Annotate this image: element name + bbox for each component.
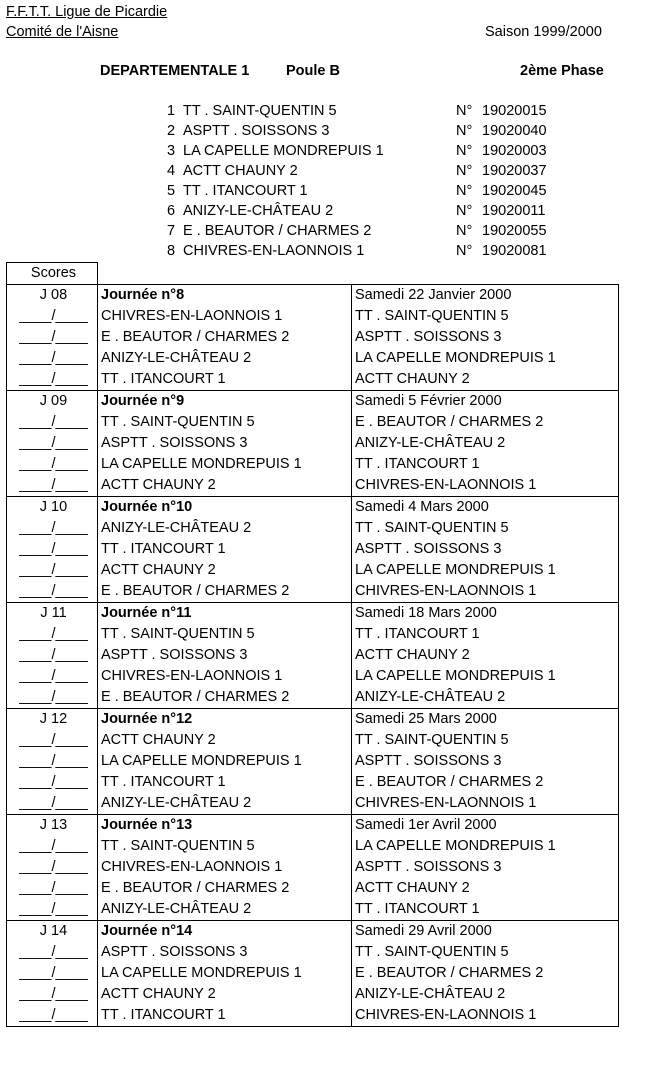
score-field[interactable]: ____/____ bbox=[7, 475, 98, 497]
match-row bbox=[7, 539, 619, 560]
match-row bbox=[7, 857, 619, 878]
score-field[interactable]: ____/____ bbox=[7, 730, 98, 751]
team-number: 8 bbox=[167, 243, 176, 259]
score-field[interactable]: ____/____ bbox=[7, 878, 98, 899]
score-field[interactable]: ____/____ bbox=[7, 772, 98, 793]
away-team: E . BEAUTOR / CHARMES 2 bbox=[352, 772, 619, 793]
home-team: LA CAPELLE MONDREPUIS 1 bbox=[98, 751, 352, 772]
division-label: DEPARTEMENTALE 1 bbox=[100, 63, 250, 79]
home-team: LA CAPELLE MONDREPUIS 1 bbox=[98, 454, 352, 475]
team-registration-number: 19020011 bbox=[482, 203, 546, 219]
away-team: ACTT CHAUNY 2 bbox=[352, 369, 619, 391]
team-number: 7 bbox=[167, 223, 176, 239]
matchday-title: Journée n°11 bbox=[98, 603, 352, 625]
away-team: CHIVRES-EN-LAONNOIS 1 bbox=[352, 581, 619, 603]
team-number-label: N° bbox=[456, 123, 473, 139]
matchday-row bbox=[7, 815, 619, 837]
home-team: ACTT CHAUNY 2 bbox=[98, 730, 352, 751]
team-registration-number: 19020037 bbox=[482, 163, 547, 179]
team-name: LA CAPELLE MONDREPUIS 1 bbox=[183, 143, 384, 159]
home-team: ANIZY-LE-CHÂTEAU 2 bbox=[98, 793, 352, 815]
home-team: ASPTT . SOISSONS 3 bbox=[98, 942, 352, 963]
score-field[interactable]: ____/____ bbox=[7, 666, 98, 687]
score-field[interactable]: ____/____ bbox=[7, 306, 98, 327]
match-row bbox=[7, 327, 619, 348]
away-team: ASPTT . SOISSONS 3 bbox=[352, 751, 619, 772]
matchday-row bbox=[7, 497, 619, 519]
away-team: TT . SAINT-QUENTIN 5 bbox=[352, 306, 619, 327]
score-field[interactable]: ____/____ bbox=[7, 412, 98, 433]
schedule-table bbox=[6, 262, 619, 1027]
team-number-label: N° bbox=[456, 163, 473, 179]
home-team: E . BEAUTOR / CHARMES 2 bbox=[98, 687, 352, 709]
team-row bbox=[0, 181, 661, 201]
home-team: ASPTT . SOISSONS 3 bbox=[98, 645, 352, 666]
team-number: 3 bbox=[167, 143, 176, 159]
team-name: ACTT CHAUNY 2 bbox=[183, 163, 298, 179]
match-row bbox=[7, 687, 619, 709]
team-registration-number: 19020055 bbox=[482, 223, 547, 239]
federation-title: F.F.T.T. Ligue de Picardie bbox=[6, 4, 168, 20]
matchday-code: J 14 bbox=[7, 921, 98, 943]
home-team: ASPTT . SOISSONS 3 bbox=[98, 433, 352, 454]
home-team: ANIZY-LE-CHÂTEAU 2 bbox=[98, 899, 352, 921]
away-team: LA CAPELLE MONDREPUIS 1 bbox=[352, 348, 619, 369]
match-row bbox=[7, 581, 619, 603]
matchday-title: Journée n°12 bbox=[98, 709, 352, 731]
home-team: LA CAPELLE MONDREPUIS 1 bbox=[98, 963, 352, 984]
home-team: CHIVRES-EN-LAONNOIS 1 bbox=[98, 306, 352, 327]
score-field[interactable]: ____/____ bbox=[7, 581, 98, 603]
season-label: Saison 1999/2000 bbox=[485, 24, 602, 40]
away-team: LA CAPELLE MONDREPUIS 1 bbox=[352, 666, 619, 687]
away-team: TT . SAINT-QUENTIN 5 bbox=[352, 518, 619, 539]
match-row bbox=[7, 666, 619, 687]
away-team: ASPTT . SOISSONS 3 bbox=[352, 327, 619, 348]
team-name: ASPTT . SOISSONS 3 bbox=[183, 123, 330, 139]
matchday-code: J 08 bbox=[7, 285, 98, 307]
matchday-title: Journée n°13 bbox=[98, 815, 352, 837]
team-name: TT . ITANCOURT 1 bbox=[183, 183, 308, 199]
match-row bbox=[7, 518, 619, 539]
matchday-title: Journée n°14 bbox=[98, 921, 352, 943]
matchday-date: Samedi 5 Février 2000 bbox=[352, 391, 619, 413]
match-row bbox=[7, 984, 619, 1005]
home-team: TT . SAINT-QUENTIN 5 bbox=[98, 836, 352, 857]
match-row bbox=[7, 454, 619, 475]
team-number-label: N° bbox=[456, 223, 473, 239]
home-team: CHIVRES-EN-LAONNOIS 1 bbox=[98, 666, 352, 687]
home-team: TT . ITANCOURT 1 bbox=[98, 772, 352, 793]
team-number: 2 bbox=[167, 123, 176, 139]
team-row bbox=[0, 141, 661, 161]
matchday-code: J 13 bbox=[7, 815, 98, 837]
score-field[interactable]: ____/____ bbox=[7, 433, 98, 454]
matchday-row bbox=[7, 603, 619, 625]
away-team: ASPTT . SOISSONS 3 bbox=[352, 539, 619, 560]
score-field[interactable]: ____/____ bbox=[7, 348, 98, 369]
away-team: ACTT CHAUNY 2 bbox=[352, 645, 619, 666]
scores-header: Scores bbox=[7, 263, 98, 285]
match-row bbox=[7, 475, 619, 497]
match-row bbox=[7, 878, 619, 899]
home-team: TT . ITANCOURT 1 bbox=[98, 369, 352, 391]
home-team: E . BEAUTOR / CHARMES 2 bbox=[98, 581, 352, 603]
home-team: TT . ITANCOURT 1 bbox=[98, 539, 352, 560]
matchday-code: J 11 bbox=[7, 603, 98, 625]
match-row bbox=[7, 942, 619, 963]
match-row bbox=[7, 560, 619, 581]
score-field[interactable]: ____/____ bbox=[7, 899, 98, 921]
matchday-code: J 10 bbox=[7, 497, 98, 519]
away-team: ANIZY-LE-CHÂTEAU 2 bbox=[352, 433, 619, 454]
team-name: CHIVRES-EN-LAONNOIS 1 bbox=[183, 243, 365, 259]
match-row bbox=[7, 730, 619, 751]
team-name: E . BEAUTOR / CHARMES 2 bbox=[183, 223, 372, 239]
team-name: ANIZY-LE-CHÂTEAU 2 bbox=[183, 203, 334, 219]
match-row bbox=[7, 412, 619, 433]
score-field[interactable]: ____/____ bbox=[7, 327, 98, 348]
score-field[interactable]: ____/____ bbox=[7, 942, 98, 963]
home-team: TT . SAINT-QUENTIN 5 bbox=[98, 624, 352, 645]
match-row bbox=[7, 348, 619, 369]
away-team: TT . SAINT-QUENTIN 5 bbox=[352, 942, 619, 963]
score-field[interactable]: ____/____ bbox=[7, 1005, 98, 1027]
team-registration-number: 19020081 bbox=[482, 243, 547, 259]
away-team: TT . SAINT-QUENTIN 5 bbox=[352, 730, 619, 751]
matchday-title: Journée n°10 bbox=[98, 497, 352, 519]
score-field[interactable]: ____/____ bbox=[7, 687, 98, 709]
matchday-date: Samedi 25 Mars 2000 bbox=[352, 709, 619, 731]
home-team: E . BEAUTOR / CHARMES 2 bbox=[98, 327, 352, 348]
team-row bbox=[0, 241, 661, 261]
away-team: TT . ITANCOURT 1 bbox=[352, 899, 619, 921]
away-team: E . BEAUTOR / CHARMES 2 bbox=[352, 412, 619, 433]
team-registration-number: 19020003 bbox=[482, 143, 547, 159]
team-row bbox=[0, 161, 661, 181]
away-team: ANIZY-LE-CHÂTEAU 2 bbox=[352, 984, 619, 1005]
match-row bbox=[7, 645, 619, 666]
away-team: TT . ITANCOURT 1 bbox=[352, 454, 619, 475]
match-row bbox=[7, 306, 619, 327]
scores-header-row bbox=[7, 263, 619, 285]
team-registration-number: 19020040 bbox=[482, 123, 547, 139]
team-number-label: N° bbox=[456, 143, 473, 159]
matchday-code: J 12 bbox=[7, 709, 98, 731]
away-team: TT . ITANCOURT 1 bbox=[352, 624, 619, 645]
match-row bbox=[7, 772, 619, 793]
score-field[interactable]: ____/____ bbox=[7, 539, 98, 560]
match-row bbox=[7, 369, 619, 391]
away-team: CHIVRES-EN-LAONNOIS 1 bbox=[352, 475, 619, 497]
match-row bbox=[7, 1005, 619, 1027]
team-number-label: N° bbox=[456, 103, 473, 119]
match-row bbox=[7, 624, 619, 645]
team-number: 5 bbox=[167, 183, 176, 199]
score-field[interactable]: ____/____ bbox=[7, 984, 98, 1005]
matchday-title: Journée n°9 bbox=[98, 391, 352, 413]
phase-label: 2ème Phase bbox=[520, 63, 604, 79]
matchday-title: Journée n°8 bbox=[98, 285, 352, 307]
team-name: TT . SAINT-QUENTIN 5 bbox=[183, 103, 337, 119]
score-field[interactable]: ____/____ bbox=[7, 518, 98, 539]
home-team: ANIZY-LE-CHÂTEAU 2 bbox=[98, 348, 352, 369]
matchday-date: Samedi 18 Mars 2000 bbox=[352, 603, 619, 625]
home-team: E . BEAUTOR / CHARMES 2 bbox=[98, 878, 352, 899]
score-field[interactable]: ____/____ bbox=[7, 836, 98, 857]
matchday-date: Samedi 22 Janvier 2000 bbox=[352, 285, 619, 307]
away-team: CHIVRES-EN-LAONNOIS 1 bbox=[352, 1005, 619, 1027]
team-row bbox=[0, 101, 661, 121]
matchday-date: Samedi 29 Avril 2000 bbox=[352, 921, 619, 943]
score-field[interactable]: ____/____ bbox=[7, 624, 98, 645]
match-row bbox=[7, 751, 619, 772]
team-number-label: N° bbox=[456, 243, 473, 259]
home-team: TT . ITANCOURT 1 bbox=[98, 1005, 352, 1027]
team-number-label: N° bbox=[456, 203, 473, 219]
matchday-date: Samedi 4 Mars 2000 bbox=[352, 497, 619, 519]
team-number: 6 bbox=[167, 203, 176, 219]
match-row bbox=[7, 899, 619, 921]
team-number: 1 bbox=[167, 103, 176, 119]
committee-title: Comité de l'Aisne bbox=[6, 24, 119, 40]
matchday-code: J 09 bbox=[7, 391, 98, 413]
home-team: ACTT CHAUNY 2 bbox=[98, 560, 352, 581]
score-field[interactable]: ____/____ bbox=[7, 793, 98, 815]
match-row bbox=[7, 433, 619, 454]
team-number: 4 bbox=[167, 163, 176, 179]
away-team: ASPTT . SOISSONS 3 bbox=[352, 857, 619, 878]
score-field[interactable]: ____/____ bbox=[7, 560, 98, 581]
score-field[interactable]: ____/____ bbox=[7, 645, 98, 666]
home-team: ANIZY-LE-CHÂTEAU 2 bbox=[98, 518, 352, 539]
match-row bbox=[7, 963, 619, 984]
team-registration-number: 19020015 bbox=[482, 103, 547, 119]
team-registration-number: 19020045 bbox=[482, 183, 547, 199]
team-row bbox=[0, 221, 661, 241]
matchday-row bbox=[7, 285, 619, 307]
away-team: LA CAPELLE MONDREPUIS 1 bbox=[352, 836, 619, 857]
away-team: LA CAPELLE MONDREPUIS 1 bbox=[352, 560, 619, 581]
team-row bbox=[0, 121, 661, 141]
score-field[interactable]: ____/____ bbox=[7, 454, 98, 475]
away-team: ANIZY-LE-CHÂTEAU 2 bbox=[352, 687, 619, 709]
away-team: CHIVRES-EN-LAONNOIS 1 bbox=[352, 793, 619, 815]
home-team: CHIVRES-EN-LAONNOIS 1 bbox=[98, 857, 352, 878]
matchday-row bbox=[7, 391, 619, 413]
match-row bbox=[7, 793, 619, 815]
matchday-date: Samedi 1er Avril 2000 bbox=[352, 815, 619, 837]
team-number-label: N° bbox=[456, 183, 473, 199]
home-team: ACTT CHAUNY 2 bbox=[98, 984, 352, 1005]
home-team: TT . SAINT-QUENTIN 5 bbox=[98, 412, 352, 433]
team-row bbox=[0, 201, 661, 221]
score-field[interactable]: ____/____ bbox=[7, 369, 98, 391]
pool-label: Poule B bbox=[286, 63, 340, 79]
matchday-row bbox=[7, 709, 619, 731]
match-row bbox=[7, 836, 619, 857]
score-field[interactable]: ____/____ bbox=[7, 963, 98, 984]
score-field[interactable]: ____/____ bbox=[7, 751, 98, 772]
away-team: E . BEAUTOR / CHARMES 2 bbox=[352, 963, 619, 984]
home-team: ACTT CHAUNY 2 bbox=[98, 475, 352, 497]
away-team: ACTT CHAUNY 2 bbox=[352, 878, 619, 899]
matchday-row bbox=[7, 921, 619, 943]
score-field[interactable]: ____/____ bbox=[7, 857, 98, 878]
